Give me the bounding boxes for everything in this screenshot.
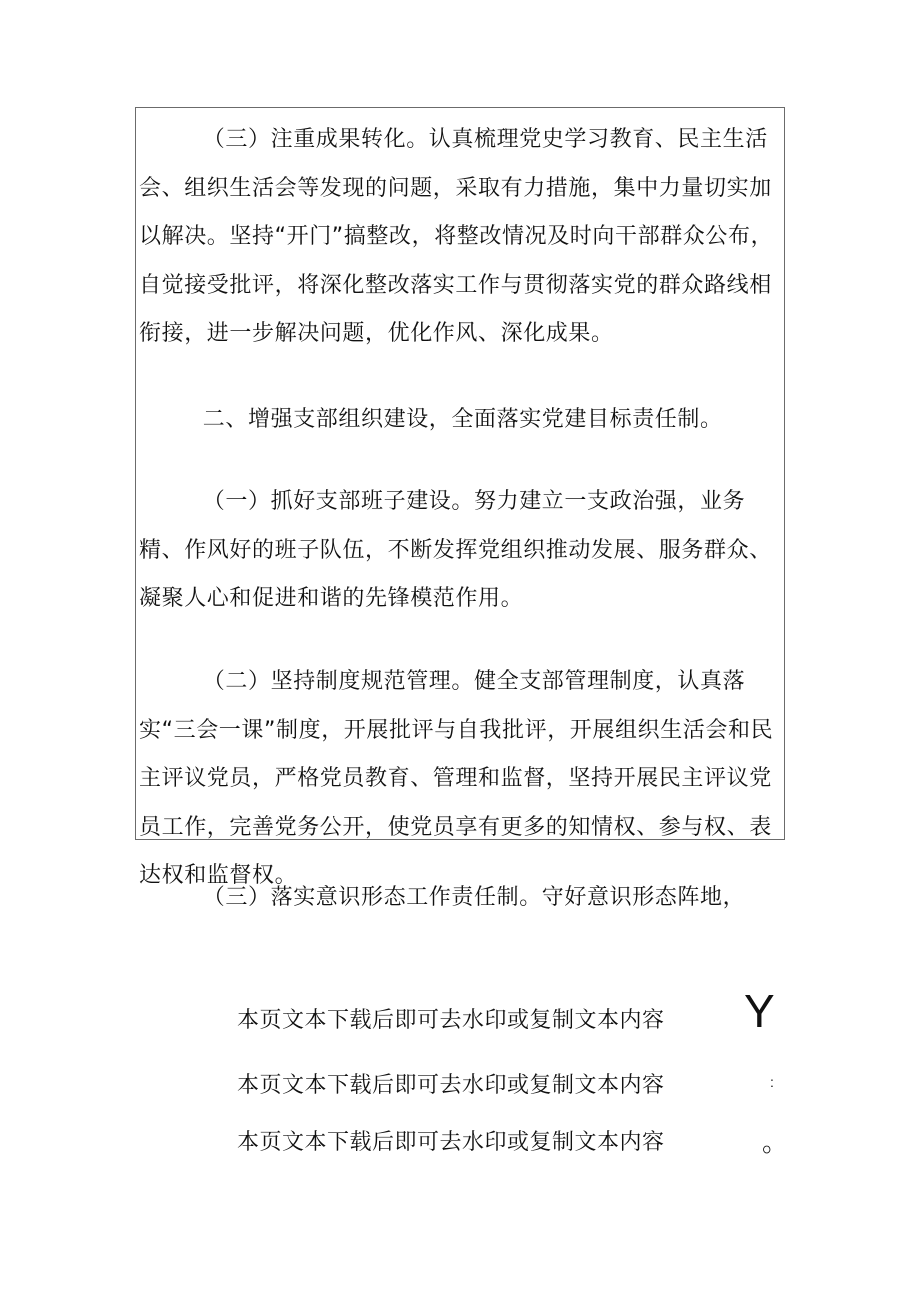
stray-mark-colon: : xyxy=(770,1074,774,1090)
paragraph-results-transformation: （三）注重成果转化。认真梳理党史学习教育、民主生活会、组织生活会等发现的问题，采取有力措施，集中力量切实加以解决。坚持“开门”搞整改，将整改情况及时向干部群众公布，自觉接受批评，将深化整改落实工作与贯彻落实党的群众路线相衔接，进一步解决问题，优化作风、深化成果。 xyxy=(139,127,774,346)
stray-mark-period: 。 xyxy=(762,1127,789,1157)
paragraph-leadership-team: （一）抓好支部班子建设。努力建立一支政治强，业务精、作风好的班子队伍，不断发挥党组织推动发展、服务群众、凝聚人心和促进和谐的先锋模范作用。 xyxy=(139,489,772,611)
stray-mark-y: Y xyxy=(744,985,775,1037)
section-heading-branch-building: 二、增强支部组织建设，全面落实党建目标责任制。 xyxy=(202,407,723,432)
paragraph-system-management: （二）坚持制度规范管理。健全支部管理制度，认真落实“三会一课”制度，开展批评与自我批评，开展组织生活会和民主评议党员，严格党员教育、管理和监督，坚持开展民主评议党员工作，完善党务公开，使党员享有更多的知情权、参与权、表达权和监督权。 xyxy=(139,669,774,888)
watermark-notice-line: 本页文本下载后即可去水印或复制文本内容 xyxy=(237,1073,665,1098)
watermark-notice-line: 本页文本下载后即可去水印或复制文本内容 xyxy=(237,1008,665,1033)
paragraph-ideology-responsibility: （三）落实意识形态工作责任制。守好意识形态阵地， xyxy=(202,885,746,910)
watermark-notice-line: 本页文本下载后即可去水印或复制文本内容 xyxy=(237,1130,665,1155)
